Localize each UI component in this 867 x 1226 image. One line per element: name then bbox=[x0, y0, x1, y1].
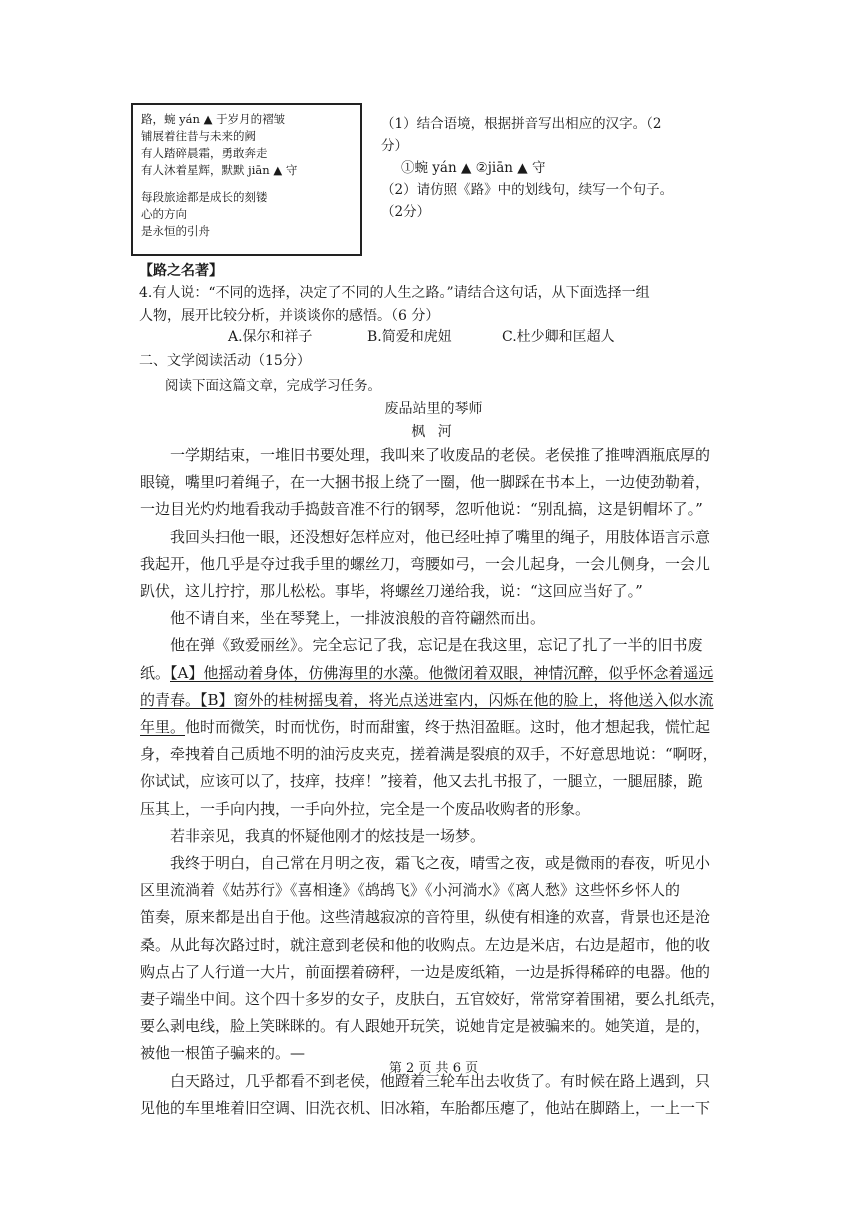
question-2-line: （2）请仿照《路》中的划线句，续写一个句子。 bbox=[381, 182, 674, 198]
question-1-line: 分） bbox=[381, 138, 408, 154]
paragraph-line bbox=[140, 714, 740, 741]
underlined-sentence-b: 年里。 bbox=[140, 718, 186, 737]
paragraph-line: 若非亲见，我真的怀疑他刚才的炫技是一场梦。 bbox=[170, 826, 486, 845]
poem-line: 铺展着往昔与未来的阙 bbox=[141, 129, 256, 143]
paragraph-line: 一边目光灼灼地看我动手捣鼓音准不行的钢琴，忽听他说：“别乱搞，这是钥帽坏了。” bbox=[140, 500, 703, 519]
paragraph-line: 妻子端坐中间。这个四十多岁的女子，皮肤白，五官姣好，常常穿着围裙，要么扎纸壳， bbox=[140, 990, 726, 1009]
paragraph-line: 你试试，应该可以了，技痒，技痒！”接着，他又去扎书报了，一腿立，一腿屈膝，跪 bbox=[140, 772, 703, 791]
paragraph-line: 白天路过，几乎都看不到老侯，他蹬着三轮车出去收货了。有时候在路上遇到，只 bbox=[170, 1071, 711, 1090]
page-number: 第 2 页 共 6 页 bbox=[388, 1061, 479, 1076]
question-4-line: 4.有人说：“不同的选择，决定了不同的人生之路。”请结合这句话，从下面选择一组 bbox=[139, 285, 650, 301]
option-b: B.简爱和虎妞 bbox=[367, 329, 452, 345]
paragraph-line: 我回头扫他一眼，还没想好怎样应对，他已经吐掉了嘴里的绳子，用肢体语言示意 bbox=[170, 527, 711, 546]
paragraph-line: 他不请自来，坐在琴凳上，一排波浪般的音符翩然而出。 bbox=[170, 609, 546, 628]
article-body bbox=[140, 442, 740, 1122]
paragraph-line: 桑。从此每次路过时，就注意到老侯和他的收购点。左边是米店，右边是超市，他的收 bbox=[140, 935, 711, 954]
question-1-line: （1）结合语境，根据拼音写出相应的汉字。（2 bbox=[381, 116, 662, 132]
paragraph-line: 眼镜，嘴里叼着绳子，在一大捆书报上绕了一圈，他一脚踩在书本上，一边使劲勒着， bbox=[140, 473, 711, 492]
instructions: 阅读下面这篇文章，完成学习任务。 bbox=[165, 378, 381, 394]
paragraph-line: 被他一根笛子骗来的。— bbox=[140, 1044, 306, 1063]
poem-line: 心的方向 bbox=[141, 207, 187, 221]
paragraph-line: 区里流淌着《姑苏行》《喜相逢》《鸪鸪飞》《小河淌水》《离人愁》这些怀乡怀人的 bbox=[140, 881, 681, 900]
option-a: A.保尔和祥子 bbox=[228, 329, 313, 345]
question-4-line: 人物，展开比较分析，并谈谈你的感悟。（6 分） bbox=[139, 308, 440, 324]
paragraph-line: 要么剥电线，脸上笑眯眯的。有人跟她开玩笑，说她肯定是被骗来的。她笑道，是的， bbox=[140, 1017, 711, 1036]
question-1-blanks: ①蜿 yán ▲ ②jiān ▲ 守 bbox=[401, 160, 546, 176]
poem-line: 有人踏碎晨霜，勇敢奔走 bbox=[141, 146, 268, 160]
article-title: 废品站里的琴师 bbox=[384, 401, 483, 417]
paragraph-line: 一学期结束，一堆旧书要处理，我叫来了收废品的老侯。老侯推了推啤酒瓶底厚的 bbox=[170, 446, 711, 464]
paragraph-line: 我终于明白，自己常在月明之夜，霜飞之夜，晴雪之夜，或是微雨的春夜，听见小 bbox=[170, 854, 711, 873]
plain-text: 纸。 bbox=[140, 663, 171, 682]
underlined-sentence-a: 【A】他摇动着身体，仿佛海里的水藻。他微闭着双眼，神情沉醉，似乎怀念着遥远 bbox=[170, 663, 714, 682]
paragraph-line: 笛奏，原来都是出自于他。这些清越寂凉的音符里，纵使有相逢的欢喜，背景也还是沧 bbox=[140, 908, 711, 927]
question-2-line: （2分） bbox=[381, 204, 431, 220]
paragraph-line bbox=[140, 660, 740, 687]
poem-box bbox=[131, 103, 362, 256]
option-c: C.杜少卿和匡超人 bbox=[502, 329, 615, 345]
poem-line: 每段旅途都是成长的刻镂 bbox=[141, 190, 268, 204]
poem-line: 路，蜿 yán ▲ 于岁月的褶皱 bbox=[141, 112, 286, 126]
paragraph-line: 见他的车里堆着旧空调、旧洗衣机、旧冰箱，车胎都压瘪了，他站在脚踏上，一上一下 bbox=[140, 1098, 711, 1117]
question-4 bbox=[139, 282, 739, 328]
poem-line: 是永恒的引舟 bbox=[141, 224, 210, 238]
paragraph-line: 他在弹《致爱丽丝》。完全忘记了我，忘记是在我这里，忘记了扎了一半的旧书废 bbox=[170, 636, 703, 655]
paragraph-line: 身，牵拽着自己质地不明的油污皮夹克，搓着满是裂痕的双手，不好意思地说：“啊呀， bbox=[140, 745, 718, 764]
poem-questions bbox=[381, 113, 721, 223]
article-author: 枫 河 bbox=[411, 424, 456, 440]
underlined-sentence-b: 【B】窗外的桂树摇曳着，将光点送进室内，闪烁在他的脸上，将他送入似水流 bbox=[200, 690, 714, 709]
plain-text: 他时而微笑，时而忧伤，时而甜蜜，终于热泪盈眶。这时，他才想起我，慌忙起 bbox=[185, 718, 711, 737]
paragraph-line bbox=[140, 687, 740, 714]
paragraph-line: 压其上，一手向内拽，一手向外拉，完全是一个废品收购者的形象。 bbox=[140, 799, 591, 818]
paragraph-line: 趴伏，这儿拧拧，那儿松松。事毕，将螺丝刀递给我，说：“这回应当好了。” bbox=[140, 582, 643, 601]
paragraph-line: 购点占了人行道一大片，前面摆着磅秤，一边是废纸箱，一边是拆得稀碎的电器。他的 bbox=[140, 962, 711, 981]
poem-line: 有人沐着星辉，默默 jiān ▲ 守 bbox=[141, 163, 298, 177]
section-title: 【路之名著】 bbox=[139, 263, 223, 279]
underlined-sentence-a: 的青春。 bbox=[140, 690, 201, 709]
paragraph-line: 我起开，他几乎是夺过我手里的螺丝刀，弯腰如弓，一会儿起身，一会儿侧身，一会儿 bbox=[140, 554, 711, 573]
part-heading: 二、文学阅读活动（15分） bbox=[139, 353, 311, 369]
